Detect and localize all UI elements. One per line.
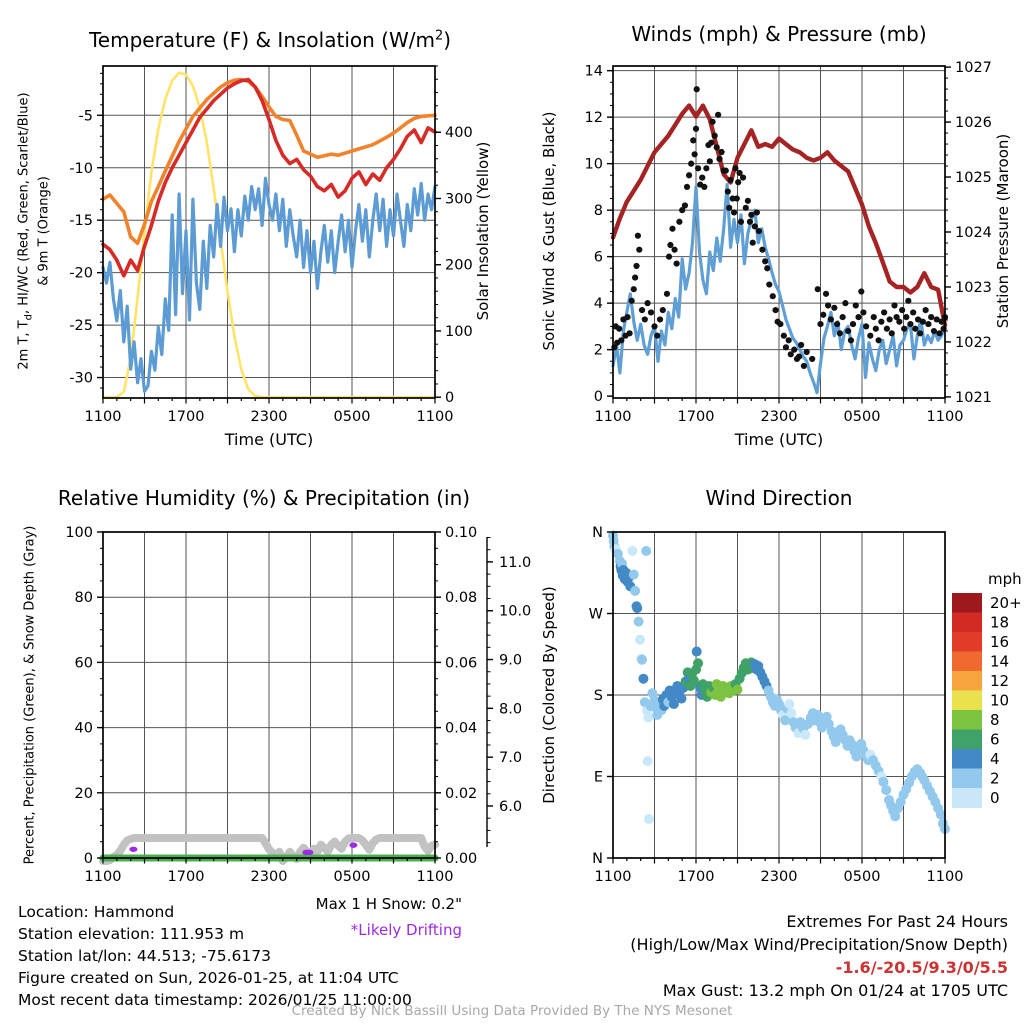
y-tick-label: 0.04: [445, 720, 478, 737]
gust-dots: [693, 126, 699, 132]
y-tick-label: 2: [593, 342, 603, 359]
gust-dots: [699, 174, 705, 180]
gust-dots: [798, 342, 804, 348]
colorbar-segment: [952, 593, 982, 613]
gust-dots: [686, 172, 692, 178]
gust-dots: [912, 326, 918, 332]
snow-tick-label: 11.0: [499, 554, 532, 571]
gust-dots: [931, 328, 937, 334]
y-tick-label: -30: [69, 370, 93, 387]
gust-dots: [917, 330, 923, 336]
x-tick-label: 0500: [843, 409, 881, 425]
drifting-markers: [349, 842, 357, 847]
colorbar-segment: [952, 749, 982, 769]
credit-line: Created By Nick Bassill Using Data Provided By The NYS Mesonet: [291, 1003, 733, 1019]
gust-dots: [748, 212, 754, 218]
likely-drifting-note: *Likely Drifting: [350, 921, 462, 939]
x-tick-label: 1100: [84, 409, 122, 425]
gust-dots: [627, 330, 633, 336]
y-tick-label: 1023: [955, 279, 992, 296]
y-tick-label: 80: [74, 590, 93, 607]
wind-direction-dots: [634, 617, 644, 627]
wind-direction-dots: [643, 713, 653, 723]
gust-dots: [715, 112, 721, 118]
y-tick-label: 1025: [955, 170, 992, 187]
gust-dots: [738, 219, 744, 225]
gust-dots: [871, 314, 877, 320]
footer-elevation: Station elevation: 111.953 m: [18, 925, 245, 943]
gust-dots: [766, 281, 772, 287]
gust-dots: [878, 319, 884, 325]
gust-dots: [735, 179, 741, 185]
y-tick-label: 1024: [955, 225, 992, 241]
gust-dots: [688, 161, 694, 167]
snow-tick-label: 9.0: [499, 652, 523, 669]
snow-tick-label: 10.0: [499, 603, 532, 620]
colorbar-label: 8: [990, 710, 1000, 729]
gust-dots: [936, 330, 942, 336]
y-tick-label: 0.00: [445, 851, 478, 867]
gust-dots: [743, 205, 749, 211]
rh-chart-title: Relative Humidity (%) & Precipitation (in): [57, 486, 471, 510]
y-tick-label: 0.06: [445, 655, 478, 672]
temp-chart-title: [89, 28, 451, 52]
gust-dots: [727, 177, 733, 183]
gust-dots: [752, 223, 758, 229]
y-tick-label: 10: [584, 156, 603, 173]
gust-dots: [817, 321, 823, 327]
gust-dots: [920, 319, 926, 325]
y-tick-label: 4: [593, 296, 603, 313]
footer-latest-timestamp: Most recent data timestamp: 2026/01/25 11:00:00: [18, 991, 412, 1009]
gust-dots: [636, 247, 642, 253]
gust-dots: [834, 321, 840, 327]
wind-direction-dots: [638, 674, 648, 684]
wind-x-axis-label: Time (UTC): [734, 430, 824, 449]
gust-dots: [828, 316, 834, 322]
x-tick-label: 1100: [594, 409, 632, 425]
colorbar-label: 10: [990, 691, 1010, 710]
gust-dots: [923, 307, 929, 313]
x-tick-label: 1100: [926, 869, 964, 885]
y-tick-label: 6: [593, 249, 603, 266]
temp_insolation-plot: [69, 66, 472, 425]
gust-dots: [734, 195, 740, 201]
x-tick-label: 1100: [594, 869, 632, 885]
wind-direction-dots: [881, 785, 891, 795]
gust-dots: [804, 349, 810, 355]
gust-dots: [896, 319, 902, 325]
gust-dots: [712, 133, 718, 139]
wind-direction-dots: [733, 685, 743, 695]
colorbar-label: 2: [990, 769, 1000, 788]
drifting-markers: [305, 850, 313, 855]
y-tick-label: 12: [584, 110, 603, 127]
y-tick-label: -20: [69, 265, 93, 282]
gust-dots: [820, 312, 826, 318]
wind-direction-dots: [800, 730, 810, 740]
wind_direction-plot: [589, 525, 964, 885]
gust-dots: [648, 309, 654, 315]
y-tick-label: -15: [69, 213, 93, 230]
x-tick-label: 2300: [760, 869, 798, 885]
gust-dots: [692, 151, 698, 157]
colorbar-segment: [952, 613, 982, 633]
x-tick-label: 2300: [250, 409, 288, 425]
gust-dots: [815, 286, 821, 292]
wind-chart-title: Winds (mph) & Pressure (mb): [631, 22, 927, 46]
y-tick-label: 0.10: [445, 525, 478, 541]
gust-dots: [860, 309, 866, 315]
gust-dots: [825, 302, 831, 308]
gust-dots: [756, 228, 762, 234]
gust-dots: [682, 202, 688, 208]
y-tick-label: -25: [69, 318, 93, 335]
y-tick-label: 8: [593, 203, 603, 220]
colorbar-label: 12: [990, 671, 1010, 690]
x-tick-label: 0500: [333, 869, 371, 885]
wind-direction-dots: [643, 756, 653, 766]
gust-dots: [657, 316, 663, 322]
gust-dots: [726, 205, 732, 211]
gust-dots: [654, 333, 660, 339]
y-tick-label: N: [592, 851, 603, 867]
gust-dots: [616, 326, 622, 332]
direction-y-axis-label: Direction (Colored By Speed): [540, 586, 558, 804]
wind-direction-dots: [784, 699, 794, 709]
y-tick-label: 0: [445, 390, 455, 407]
gust-dots: [745, 198, 751, 204]
gust-dots: [783, 344, 789, 350]
gust-dots: [823, 291, 829, 297]
x-tick-label: 2300: [250, 869, 288, 885]
temp-y-axis-label: [17, 92, 52, 369]
gust-dots: [710, 119, 716, 125]
y-tick-label: 14: [584, 63, 603, 80]
drifting-markers: [129, 847, 137, 852]
gust-dots: [809, 356, 815, 362]
gust-dots: [881, 309, 887, 315]
gust-dots: [907, 321, 913, 327]
x-tick-label: 1700: [677, 869, 715, 885]
colorbar-segment: [952, 652, 982, 672]
gust-dots: [905, 298, 911, 304]
gust-dots: [899, 307, 905, 313]
wind-direction-dots: [644, 814, 654, 824]
y-tick-label: 1026: [955, 115, 992, 132]
temp-title-sup: 2: [434, 28, 444, 44]
gust-dots: [690, 137, 696, 143]
footer-latlon: Station lat/lon: 44.513; -75.6173: [18, 947, 271, 965]
y-tick-label: 1021: [955, 389, 992, 406]
y-tick-label: 100: [65, 525, 93, 541]
wind-direction-dots: [693, 658, 703, 668]
gust-dots: [667, 242, 673, 248]
gust-dots: [928, 314, 934, 320]
y-tick-label: 200: [445, 257, 473, 274]
gust-dots: [631, 286, 637, 292]
gust-dots: [660, 307, 666, 313]
y-tick-label: 300: [445, 191, 473, 208]
extremes-values: -1.6/-20.5/9.3/0/5.5: [835, 958, 1008, 977]
temp-title-text: Temperature (F) & Insolation (W/m: [88, 28, 435, 52]
gust-dots: [632, 274, 638, 280]
x-tick-label: 0500: [333, 409, 371, 425]
y-tick-label: 0.08: [445, 590, 478, 607]
gust-dots: [863, 323, 869, 329]
y-tick-label: 40: [74, 720, 93, 737]
gust-dots: [840, 314, 846, 320]
gust-dots: [772, 307, 778, 313]
colorbar-title: mph: [988, 570, 1022, 588]
sonic-wind-y-axis-label: Sonic Wind & Gust (Blue, Black): [540, 111, 558, 351]
gust-dots: [716, 156, 722, 162]
y-tick-label: 0: [83, 851, 93, 867]
snow-tick-label: 6.0: [499, 798, 523, 815]
gust-dots: [633, 263, 639, 269]
temp-y-axis-label-line2: & 9m T (Orange): [36, 176, 52, 286]
gust-dots: [853, 302, 859, 308]
gust-dots: [703, 165, 709, 171]
gust-dots: [855, 314, 861, 320]
gust-dots: [639, 307, 645, 313]
gust-dots: [858, 288, 864, 294]
extremes-title: Extremes For Past 24 Hours: [786, 912, 1008, 931]
gust-dots: [731, 209, 737, 215]
gust-dots: [618, 337, 624, 343]
gust-dots: [669, 226, 675, 232]
gust-dots: [762, 258, 768, 264]
gust-dots: [695, 165, 701, 171]
temp-x-axis-label: Time (UTC): [224, 430, 314, 449]
y-tick-label: 0.02: [445, 785, 478, 802]
gust-dots: [701, 184, 707, 190]
pressure-y-axis-label: Station Pressure (Maroon): [994, 133, 1012, 329]
y-tick-label: 100: [445, 323, 473, 340]
snow-tick-label: 8.0: [499, 701, 523, 718]
gust-dots: [740, 174, 746, 180]
gust-dots: [674, 261, 680, 267]
gust-dots: [842, 300, 848, 306]
max-snow-note: Max 1 H Snow: 0.2": [315, 895, 462, 913]
colorbar-segment: [952, 691, 982, 711]
gust-dots: [867, 333, 873, 339]
y-tick-label: -10: [69, 160, 93, 177]
gust-dots: [837, 330, 843, 336]
gust-dots: [642, 316, 648, 322]
gust-dots: [903, 314, 909, 320]
colorbar-segment: [952, 710, 982, 730]
x-tick-label: 1700: [677, 409, 715, 425]
y-tick-label: W: [588, 606, 603, 623]
x-tick-label: 1100: [416, 869, 454, 885]
temp-y-axis-label-line1: 2m T, $T_d$, HI/WC (Red, Green, Scarlet/Blue): [16, 92, 35, 370]
gust-dots: [801, 363, 807, 369]
gust-dots: [651, 323, 657, 329]
gust-dots: [901, 326, 907, 332]
gust-dots: [850, 321, 856, 327]
colorbar-label: 14: [990, 652, 1010, 671]
gust-dots: [684, 184, 690, 190]
rh_precip-plot: [65, 525, 531, 885]
y-tick-label: E: [593, 769, 603, 786]
y-tick-label: -5: [78, 108, 93, 125]
gust-dots: [644, 300, 650, 306]
gust-dots: [845, 328, 851, 334]
gust-dots: [781, 333, 787, 339]
wind-direction-chart-title: Wind Direction: [705, 486, 853, 510]
wind-direction-dots: [632, 603, 642, 613]
colorbar-label: 4: [990, 749, 1000, 768]
wind-direction-dots: [676, 694, 686, 704]
y-tick-label: 0: [593, 389, 603, 406]
x-tick-label: 0500: [843, 869, 881, 885]
gust-dots: [671, 247, 677, 253]
wind-direction-dots: [637, 655, 647, 665]
gust-dots: [754, 209, 760, 215]
gust-dots: [925, 321, 931, 327]
gust-dots: [848, 337, 854, 343]
gust-dots: [876, 337, 882, 343]
gust-dots: [831, 305, 837, 311]
gust-dots: [764, 265, 770, 271]
wind-direction-dots: [692, 647, 702, 657]
x-tick-label: 1700: [167, 409, 205, 425]
gust-dots: [707, 158, 713, 164]
gust-dots: [732, 165, 738, 171]
gust-dots: [714, 144, 720, 150]
colorbar-segment: [952, 788, 982, 808]
x-tick-label: 2300: [760, 409, 798, 425]
y-tick-label: 1022: [955, 334, 992, 351]
footer-created: Figure created on Sun, 2026-01-25, at 11:04 UTC: [18, 969, 399, 987]
wind-direction-dots: [629, 570, 639, 580]
extremes-subtitle: (High/Low/Max Wind/Precipitation/Snow Depth): [630, 935, 1008, 954]
y-tick-label: 400: [445, 125, 473, 142]
y-tick-label: 20: [74, 785, 93, 802]
gust-dots: [624, 314, 630, 320]
y-tick-label: N: [592, 525, 603, 541]
gust-dots: [891, 302, 897, 308]
gust-dots: [629, 298, 635, 304]
colorbar-segment: [952, 671, 982, 691]
gust-dots: [884, 326, 890, 332]
rh-y-axis-label: Percent, Precipitation (Green), & Snow Depth (Gray): [22, 525, 38, 865]
colorbar-segment: [952, 769, 982, 789]
gust-dots: [786, 337, 792, 343]
gust-dots: [873, 326, 879, 332]
gust-dots: [796, 354, 802, 360]
wind-direction-dots: [786, 708, 796, 718]
wind-direction-dots: [641, 546, 651, 556]
gust-dots: [723, 168, 729, 174]
x-tick-label: 1100: [416, 409, 454, 425]
footer-location: Location: Hammond: [18, 903, 175, 921]
speed-colorbar: [952, 570, 1022, 808]
colorbar-segment: [952, 632, 982, 652]
gust-dots: [770, 293, 776, 299]
gust-dots: [635, 233, 641, 239]
winds_pressure-plot: [585, 60, 992, 425]
wind-direction-dots: [635, 635, 645, 645]
gust-dots: [664, 291, 670, 297]
colorbar-label: 20+: [990, 593, 1022, 612]
x-tick-label: 1100: [926, 409, 964, 425]
snow-tick-label: 7.0: [499, 750, 523, 767]
gust-dots: [676, 219, 682, 225]
colorbar-label: 6: [990, 730, 1000, 749]
insolation-y-axis-label: Solar Insolation (Yellow): [474, 141, 492, 321]
gust-dots: [708, 140, 714, 146]
wind-direction-dots: [630, 586, 640, 596]
gust-dots: [910, 309, 916, 315]
gust-dots: [694, 86, 700, 92]
x-tick-label: 1700: [167, 869, 205, 885]
gust-dots: [725, 188, 731, 194]
y-tick-label: 60: [74, 655, 93, 672]
gust-dots: [718, 149, 724, 155]
gust-dots: [759, 247, 765, 253]
gust-dots: [666, 254, 672, 260]
colorbar-label: 18: [990, 613, 1010, 632]
max-gust-note: Max Gust: 13.2 mph On 01/24 at 1705 UTC: [662, 981, 1008, 1000]
gust-dots: [750, 240, 756, 246]
gust-dots: [747, 219, 753, 225]
y-tick-label: 1027: [955, 60, 992, 77]
colorbar-label: 16: [990, 632, 1010, 651]
x-tick-label: 1100: [84, 869, 122, 885]
gust-dots: [777, 321, 783, 327]
y-tick-label: S: [593, 688, 603, 704]
wind-direction-dots: [627, 546, 637, 556]
gust-dots: [889, 330, 895, 336]
gust-dots: [887, 316, 893, 322]
colorbar-label: 0: [990, 788, 1000, 807]
colorbar-segment: [952, 730, 982, 750]
gust-dots: [791, 347, 797, 353]
temp-title-close: ): [443, 28, 452, 52]
